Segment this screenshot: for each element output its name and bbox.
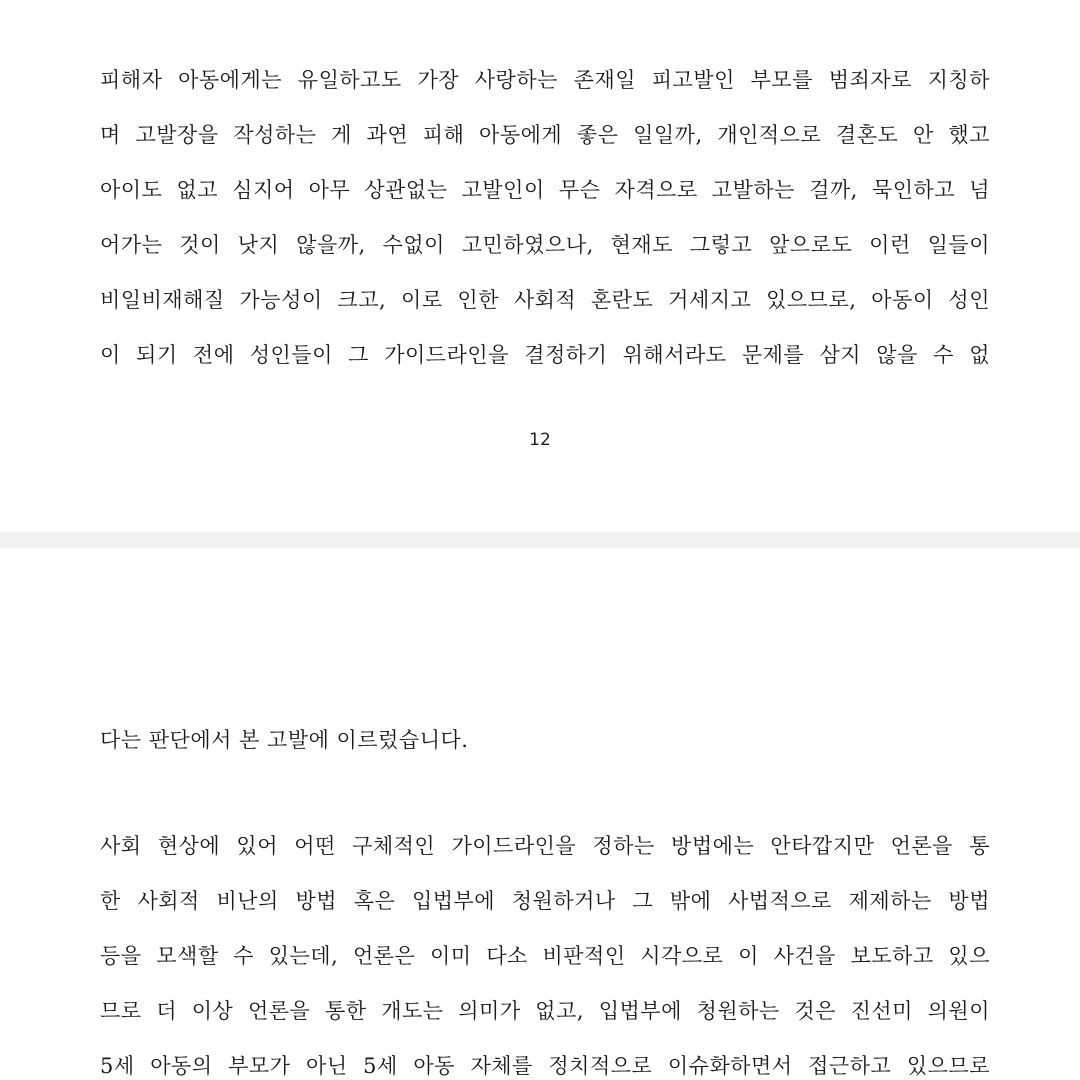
text-line: 비일비재해질 가능성이 크고, 이로 인한 사회적 혼란도 거세지고 있으므로, 아동이 성인 [100,288,990,312]
text-line: 며 고발장을 작성하는 게 과연 피해 아동에게 좋은 일일까, 개인적으로 결혼도 안 했고 [100,123,990,147]
document-page-13 [0,548,1080,1080]
text-line: 피해자 아동에게는 유일하고도 가장 사랑하는 존재일 피고발인 부모를 범죄자로 지칭하 [100,68,990,92]
text-line: 아이도 없고 심지어 아무 상관없는 고발인이 무슨 자격으로 고발하는 걸까, 묵인하고 넘 [100,178,990,202]
text-line: 한 사회적 비난의 방법 혹은 입법부에 청원하거나 그 밖에 사법적으로 제제하는 방법 [100,889,990,913]
text-line: 사회 현상에 있어 어떤 구체적인 가이드라인을 정하는 방법에는 안타깝지만 언론을 통 [100,834,990,858]
text-line: 등을 모색할 수 있는데, 언론은 이미 다소 비판적인 시각으로 이 사건을 보도하고 있으 [100,944,990,968]
page-number: 12 [529,430,551,450]
page-separator [0,532,1080,548]
text-line: 어가는 것이 낫지 않을까, 수없이 고민하였으나, 현재도 그렇고 앞으로도 이런 일들이 [100,233,990,257]
text-line: 다는 판단에서 본 고발에 이르렀습니다. [100,728,469,752]
text-line: 5세 아동의 부모가 아닌 5세 아동 자체를 정치적으로 이슈화하면서 접근하고 있으므로 [100,1054,990,1078]
document-page-12 [0,0,1080,532]
text-line: 이 되기 전에 성인들이 그 가이드라인을 결정하기 위해서라도 문제를 삼지 않을 수 없 [100,343,990,367]
text-line: 므로 더 이상 언론을 통한 개도는 의미가 없고, 입법부에 청원하는 것은 진선미 의원이 [100,999,990,1023]
